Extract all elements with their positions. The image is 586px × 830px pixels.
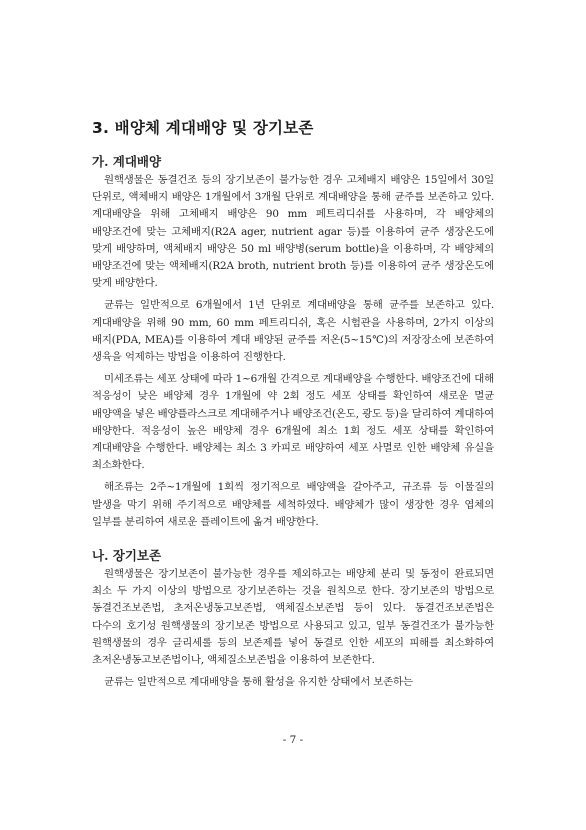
page-number: - 7 - [282, 734, 304, 746]
subsection-heading-subculture: 가. 계대배양 [92, 154, 162, 169]
paragraph-prokaryote-subculture: 원핵생물은 동결건조 등의 장기보존이 불가능한 경우 고체배지 배양은 15일에서 30일 단위로, 액체배지 배양은 1개월에서 3개월 단위로 계대배양을 통해 균주를 보존하고 있다. 계대배양을 위해 고체배지 배양은 90 mm 페트리디쉬를 사용하며, 각 배양체의 배양조건에 맞는 고체배지(R2A ager, nutrient agar 등)를 이용하여 균주 생장온도에 맞게 배양하며, 액체배지 배양은 50 ml 배양병(serum bottle)을 이용하며, 각 배양체의 배양조건에 맞는 액체배지(R2A broth, nutrient broth 등)를 이용하여 균주 생장온도에 맞게 배양한다. [92, 174, 494, 290]
paragraph-fungi-subculture: 균류는 일반적으로 6개월에서 1년 단위로 계대배양을 통해 균주를 보존하고 있다. 계대배양을 위해 90 mm, 60 mm 페트리디쉬, 혹은 시험관을 사용하며, 2가지 이상의 배지(PDA, MEA)를 이용하여 계대 배양된 균주를 저온(5~15℃)의 저장장소에 보존하여 생육을 억제하는 방법을 이용하여 진행한다. [92, 299, 494, 364]
subsection-heading-long-term-storage: 나. 장기보존 [92, 548, 162, 563]
paragraph-seaweed-subculture: 해조류는 2주~1개월에 1회씩 정기적으로 배양액을 갈아주고, 규조류 등 이물질의 발생을 막기 위해 주기적으로 배양체를 세척하였다. 배양체가 많이 생장한 경우 엽체의 일부를 분리하여 새로운 플레이트에 옮겨 배양한다. [92, 481, 494, 528]
paragraph-fungi-storage: 균류는 일반적으로 계대배양을 통해 활성을 유지한 상태에서 보존하는 [104, 676, 413, 689]
section-title: 3. 배양체 계대배양 및 장기보존 [92, 119, 314, 137]
subsection-body-long-term-storage [92, 566, 494, 696]
paragraph-microalgae-subculture: 미세조류는 세포 상태에 따라 1~6개월 간격으로 계대배양을 수행한다. 배양조건에 대해 적응성이 낮은 배양체 경우 1개월에 약 2회 정도 세포 상태를 확인하여 새로운 멸균 배양액을 넣은 배양플라스크로 계대해주거나 배양조건(온도, 광도 등)을 달리하여 계대하여 배양한다. 적응성이 높은 배양체 경우 6개월에 최소 1회 정도 세포 상태를 확인하여 계대배양을 수행한다. 배양체는 최소 3 카피로 배양하여 세포 사멸로 인한 배양체 유실을 최소화한다. [92, 373, 495, 472]
paragraph-prokaryote-storage: 원핵생물은 장기보존이 불가능한 경우를 제외하고는 배양체 분리 및 동정이 완료되면 최소 두 가지 이상의 방법으로 장기보존하는 것을 원칙으로 한다. 장기보존의 방법으로 동결건조보존법, 초저온냉동고보존법, 액체질소보존법 등이 있다. 동결건조보존법은 다수의 호기성 원핵생물의 장기보존 방법으로 사용되고 있고, 일부 동결건조가 불가능한 원핵생물의 경우 글리세롤 등의 보존제를 넣어 동결로 인한 세포의 피해를 최소화하여 초저온냉동고보존법이나, 액체질소보존법을 이용하여 보존한다. [92, 568, 494, 667]
subsection-body-subculture [92, 172, 494, 536]
